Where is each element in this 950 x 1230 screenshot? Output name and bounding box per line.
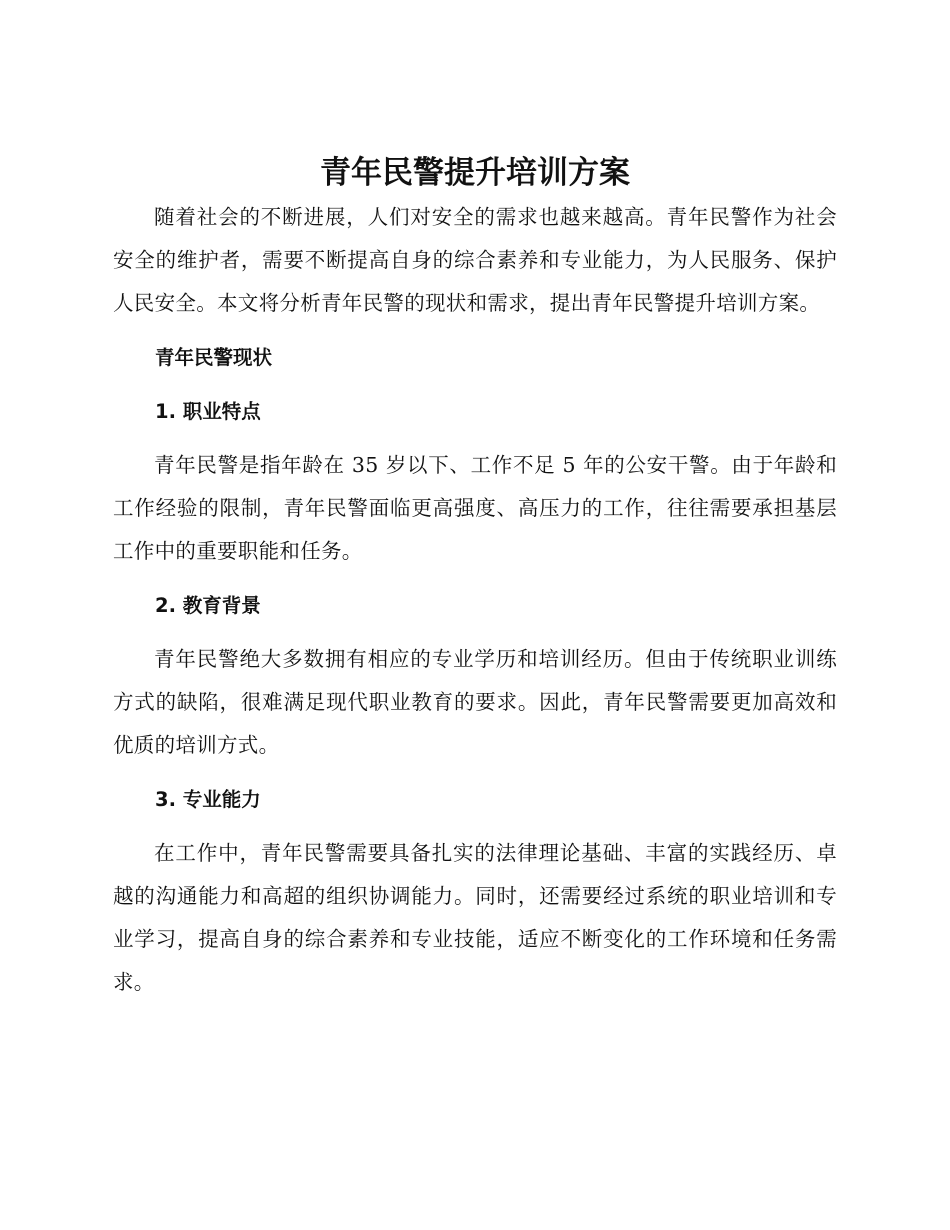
spacer (113, 821, 837, 832)
spacer (113, 573, 837, 584)
spacer (113, 379, 837, 390)
subsection-text-career: 青年民警是指年龄在 35 岁以下、工作不足 5 年的公安干警。由于年龄和工作经验的限制，青年民警面临更高强度、高压力的工作，往往需要承担基层工作中的重要职能和任务。 (113, 453, 837, 563)
subsection-heading-education: 2. 教育背景 (155, 594, 261, 617)
intro-paragraph: 随着社会的不断进展，人们对安全的需求也越来越高。青年民警作为社会安全的维护者，需要不断提高自身的综合素养和专业能力，为人民服务、保护人民安全。本文将分析青年民警的现状和需求，提出青年民警提升培训方案。 (113, 205, 837, 315)
document-page (113, 150, 837, 1004)
spacer (113, 433, 837, 444)
spacer (113, 627, 837, 638)
subsection-heading-career: 1. 职业特点 (155, 400, 261, 423)
spacer (113, 325, 837, 336)
section-heading-status: 青年民警现状 (155, 346, 273, 369)
subsection-text-education: 青年民警绝大多数拥有相应的专业学历和培训经历。但由于传统职业训练方式的缺陷，很难满足现代职业教育的要求。因此，青年民警需要更加高效和优质的培训方式。 (113, 647, 837, 757)
spacer (113, 767, 837, 778)
subsection-heading-ability: 3. 专业能力 (155, 788, 261, 811)
subsection-text-ability: 在工作中，青年民警需要具备扎实的法律理论基础、丰富的实践经历、卓越的沟通能力和高超的组织协调能力。同时，还需要经过系统的职业培训和专业学习，提高自身的综合素养和专业技能，适应不断变化的工作环境和任务需求。 (113, 841, 837, 994)
document-title: 青年民警提升培训方案 (320, 155, 630, 191)
